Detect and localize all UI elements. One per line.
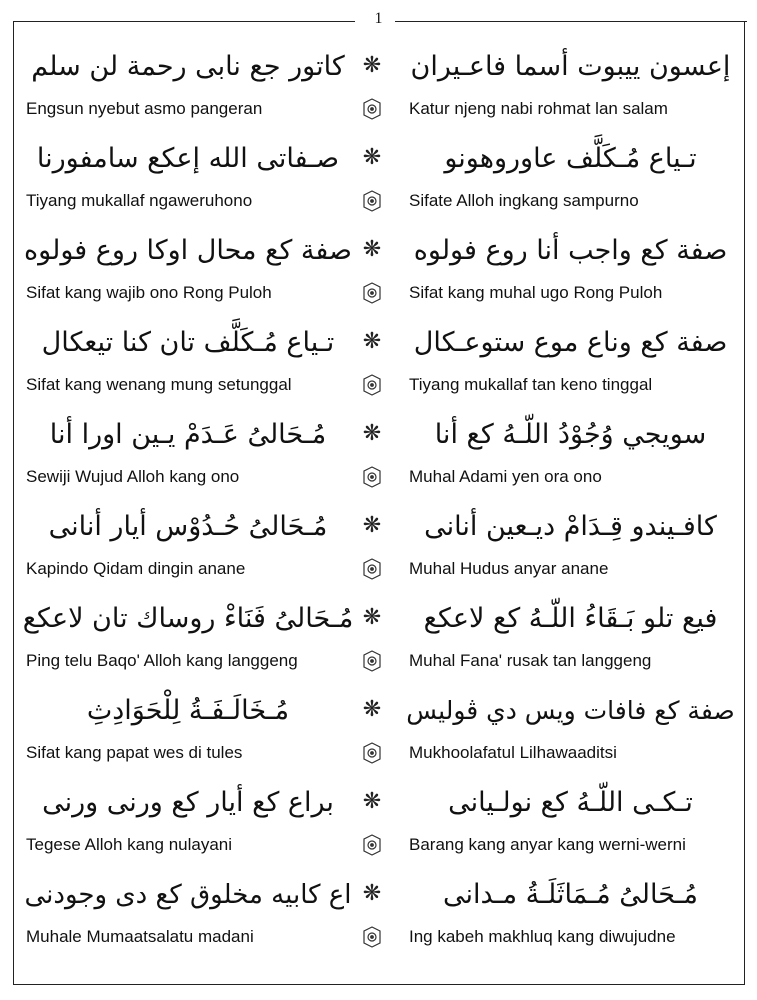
arabic-line-right: فيع تلو بَـقَاءُ اللّـهُ كع لاعكع	[423, 603, 718, 634]
arabic-line-right: صفة كع واجب أنا روع فولوه	[413, 235, 728, 266]
star-ornament-icon: ❋	[362, 881, 382, 906]
arabic-line-right: تـكـى اللّـهُ كع نولـيانى	[448, 787, 693, 818]
page-number: 1	[374, 10, 383, 27]
latin-line-left: Ping telu Baqo' Alloh kang langgeng	[26, 651, 298, 670]
stanza	[13, 500, 745, 592]
star-ornament-icon: ❋	[362, 605, 382, 630]
arabic-line-left: براع كع أيار كع ورنى ورنى	[42, 787, 334, 818]
arabic-line-right: كافـيندو قِـدَامْ ديـعين أنانى	[424, 511, 717, 542]
arabic-line-right: مُـحَالىُ مُـمَاثَلَـةُ مـدانى	[442, 879, 699, 910]
star-ornament-icon: ❋	[362, 145, 382, 170]
latin-line-left: Engsun nyebut asmo pangeran	[26, 99, 263, 118]
arabic-line-right: إعسون ييبوت أسما فاعـيران	[410, 51, 731, 82]
stanza	[13, 40, 745, 132]
circle-ornament-icon	[360, 190, 384, 212]
stanza	[13, 132, 745, 224]
arabic-line-left: مُـخَالَـفَـةُ لِلْحَوَادِثِ	[86, 695, 290, 726]
arabic-line-left: صـفاتى الله إعكع سامفورنا	[36, 143, 340, 174]
latin-line-right: Muhal Fana' rusak tan langgeng	[409, 651, 652, 670]
stanza	[13, 408, 745, 500]
arabic-line-right: سويجي وُجُوْدُ اللّـهُ كع أنا	[434, 419, 707, 450]
star-ornament-icon: ❋	[362, 421, 382, 446]
stanza	[13, 316, 745, 408]
arabic-line-left: مُـحَالىُ فَنَاءْ روساك تان لاعكع	[22, 603, 354, 634]
arabic-line-left: صفة كع محال اوكا روع فولوه	[24, 235, 352, 266]
circle-ornament-icon	[360, 282, 384, 304]
star-ornament-icon: ❋	[362, 789, 382, 814]
stanza	[13, 592, 745, 684]
arabic-line-right: تـياع مُـكَلَّف عاوروهونو	[444, 143, 697, 174]
star-ornament-icon: ❋	[362, 53, 382, 78]
latin-line-right: Muhal Hudus anyar anane	[409, 559, 609, 578]
circle-ornament-icon	[360, 558, 384, 580]
latin-line-left: Kapindo Qidam dingin anane	[26, 559, 246, 578]
latin-line-right: Katur njeng nabi rohmat lan salam	[409, 99, 668, 118]
arabic-line-left: مُـحَالىُ عَـدَمْ يـين اورا أنا	[49, 419, 327, 450]
latin-line-left: Tiyang mukallaf ngaweruhono	[26, 191, 253, 210]
latin-line-left: Muhale Mumaatsalatu madani	[26, 927, 254, 946]
latin-line-left: Tegese Alloh kang nulayani	[26, 835, 233, 854]
arabic-line-left: تـياع مُـكَلَّف تان كنا تيعكال	[41, 327, 335, 358]
arabic-line-right: صفة كع وناع موع ستوعـكال	[413, 327, 728, 358]
latin-line-left: Sewiji Wujud Alloh kang ono	[26, 467, 240, 486]
star-ornament-icon: ❋	[362, 513, 382, 538]
star-ornament-icon: ❋	[362, 237, 382, 262]
latin-line-left: Sifat kang wajib ono Rong Puloh	[26, 283, 272, 302]
circle-ornament-icon	[360, 466, 384, 488]
latin-line-right: Tiyang mukallaf tan keno tinggal	[409, 375, 653, 394]
circle-ornament-icon	[360, 98, 384, 120]
circle-ornament-icon	[360, 650, 384, 672]
circle-ornament-icon	[360, 742, 384, 764]
stanza	[13, 776, 745, 868]
star-ornament-icon: ❋	[362, 697, 382, 722]
latin-line-right: Barang kang anyar kang werni-werni	[409, 835, 686, 854]
latin-line-right: Sifate Alloh ingkang sampurno	[409, 191, 639, 210]
arabic-line-left: اع كابيه مخلوق كع دى وجودنى	[24, 880, 352, 910]
arabic-line-left: مُـحَالىُ حُـدُوْس أيار أنانى	[48, 511, 328, 542]
arabic-line-left: كاتور جع نابى رحمة لن سلم	[31, 51, 345, 82]
latin-line-right: Ing kabeh makhluq kang diwujudne	[409, 927, 676, 946]
circle-ornament-icon	[360, 374, 384, 396]
latin-line-left: Sifat kang papat wes di tules	[26, 743, 243, 762]
circle-ornament-icon	[360, 926, 384, 948]
latin-line-left: Sifat kang wenang mung setunggal	[26, 375, 292, 394]
circle-ornament-icon	[360, 834, 384, 856]
star-ornament-icon: ❋	[362, 329, 382, 354]
latin-line-right: Muhal Adami yen ora ono	[409, 467, 602, 486]
latin-line-right: Sifat kang muhal ugo Rong Puloh	[409, 283, 663, 302]
stanza	[13, 868, 745, 960]
stanza	[13, 224, 745, 316]
latin-line-right: Mukhoolafatul Lilhawaaditsi	[409, 743, 617, 762]
stanza	[13, 684, 745, 776]
arabic-line-right: صفة كع فافات ويس دي ڤوليس	[406, 696, 735, 725]
